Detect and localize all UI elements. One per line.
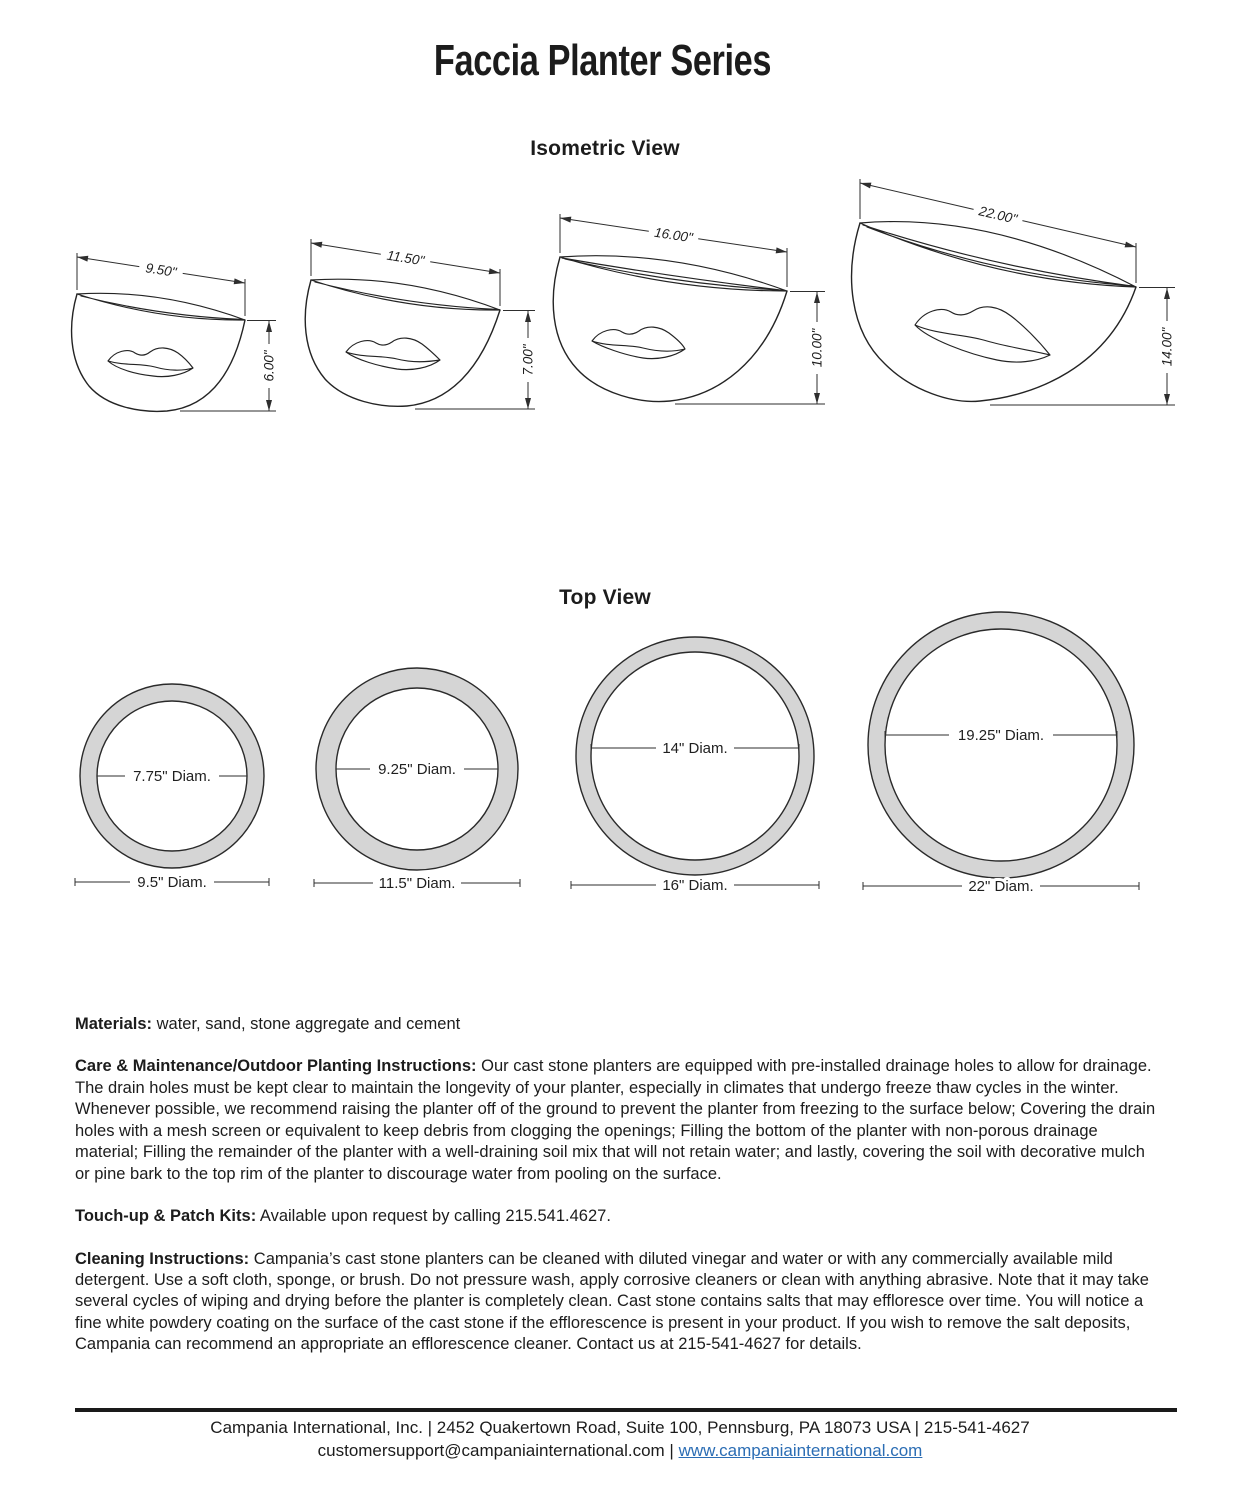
- planter-iso-1: [55, 245, 290, 420]
- care-maintenance-label: Care & Maintenance/Outdoor Planting Instructions:: [75, 1057, 477, 1076]
- outer-diameter-dimension: [314, 875, 520, 892]
- height-dimension-label: 10.00": [809, 328, 825, 368]
- footer-divider: [75, 1408, 1177, 1412]
- width-dimension-label: 9.50": [144, 260, 178, 280]
- inner-diameter-label: 7.75" Diam.: [133, 768, 211, 785]
- outer-diameter-label: 11.5" Diam.: [378, 875, 456, 892]
- outer-diameter-label: 16" Diam.: [662, 877, 728, 894]
- inner-opening-circle: [885, 629, 1117, 861]
- cleaning-label: Cleaning Instructions:: [75, 1249, 250, 1268]
- lips-relief: [915, 307, 1050, 362]
- outer-diameter-dimension: [571, 877, 819, 894]
- touch-up-text: Available upon request by calling 215.541.4627.: [256, 1207, 611, 1226]
- width-dimension-label: 16.00": [653, 224, 694, 246]
- touch-up-section: [75, 1206, 1163, 1227]
- lips-relief: [346, 338, 440, 370]
- inner-diameter-label: 14" Diam.: [662, 740, 728, 757]
- height-dimension-label: 6.00": [261, 350, 277, 382]
- planter-rim: [311, 279, 500, 310]
- footer-contact-line: [0, 1441, 1240, 1461]
- height-dimension-label: 7.00": [520, 344, 536, 376]
- care-maintenance-text: Our cast stone planters are equipped with pre-installed drainage holes to allow for drainage. The drain holes must be kept clear to maintain the longevity of your planter, especially in climates that undergo freeze thaw cycles in the winter. Whenever possible, we recommend raising the planter off of the ground to prevent the planter from freezing to the surface below; Covering the drain holes with a mesh screen or equivalent to keep debris from clogging the openings; Filling the bottom of the planter with non-porous drainage material; Filling the remainder of the planter with a well-draining soil mix that will not retain water; and lastly, covering the soil with decorative mulch or pine bark to the top rim of the planter to discourage water from pooling on the surface.: [75, 1057, 1156, 1183]
- inner-diameter-label: 9.25" Diam.: [378, 761, 456, 778]
- isometric-view-heading: Isometric View: [530, 137, 680, 160]
- width-dimension: [311, 239, 500, 306]
- top-view-heading: Top View: [559, 586, 651, 609]
- planter-rim: [560, 256, 787, 291]
- height-dimension-label: 14.00": [1159, 327, 1175, 367]
- materials-text: water, sand, stone aggregate and cement: [152, 1015, 461, 1033]
- width-dimension-label: 22.00": [977, 203, 1019, 227]
- outer-diameter-label: 22" Diam.: [968, 878, 1034, 895]
- width-dimension-label: 11.50": [385, 247, 426, 269]
- care-maintenance-section: [75, 1056, 1163, 1185]
- lips-relief: [592, 327, 685, 359]
- materials-section: [75, 1014, 1163, 1035]
- height-dimension: [990, 288, 1175, 406]
- planter-body: [305, 280, 500, 406]
- planter-iso-3: [545, 198, 845, 413]
- outer-diameter-dimension: [75, 874, 269, 891]
- planter-iso-4: [840, 165, 1195, 412]
- support-email: customersupport@campaniainternational.com: [317, 1441, 665, 1460]
- height-dimension: [415, 311, 536, 410]
- ring-top-1: [70, 680, 282, 895]
- outer-diameter-dimension: [863, 878, 1139, 895]
- inner-diameter-label: 19.25" Diam.: [957, 727, 1045, 744]
- planter-rim: [860, 222, 1136, 287]
- outer-diameter-label: 9.5" Diam.: [137, 874, 207, 891]
- ring-top-2: [310, 662, 526, 892]
- planter-iso-2: [295, 230, 555, 422]
- cleaning-text: Campania’s cast stone planters can be cleaned with diluted vinegar and water or with any commercially available mild detergent. Use a soft cloth, sponge, or brush. Do not pressure wash, apply corrosive cleaners or clean with anything abrasive. Note that it may take several cycles of wiping and drying before the planter is completely clean. Cast stone contains salts that may effloresce over time. You will notice a fine white powdery coating on the surface of the cast stone if the efflorescence is present in your product. If you wish to remove the salt deposits, Campania can recommend an appropriate an efflorescence cleaner. Contact us at 215-541-4627 for details.: [75, 1249, 1149, 1354]
- instructions-text-block: [75, 1014, 1163, 1377]
- page-title: Faccia Planter Series: [433, 36, 772, 85]
- height-dimension: [675, 292, 825, 405]
- materials-label: Materials:: [75, 1015, 153, 1033]
- website-link[interactable]: www.campaniainternational.com: [678, 1441, 923, 1460]
- ring-top-3: [570, 632, 820, 894]
- touch-up-label: Touch-up & Patch Kits:: [75, 1207, 257, 1226]
- height-dimension: [180, 321, 277, 412]
- cleaning-section: [75, 1249, 1163, 1356]
- lips-relief: [108, 348, 193, 377]
- footer-company-line: Campania International, Inc. | 2452 Quakertown Road, Suite 100, Pennsburg, PA 18073 USA | 215-541-4627: [210, 1418, 1030, 1437]
- ring-top-4: [860, 607, 1142, 895]
- planter-rim: [77, 293, 245, 320]
- footer-separator: |: [664, 1441, 679, 1460]
- width-dimension: [77, 253, 245, 316]
- planter-body: [852, 223, 1136, 401]
